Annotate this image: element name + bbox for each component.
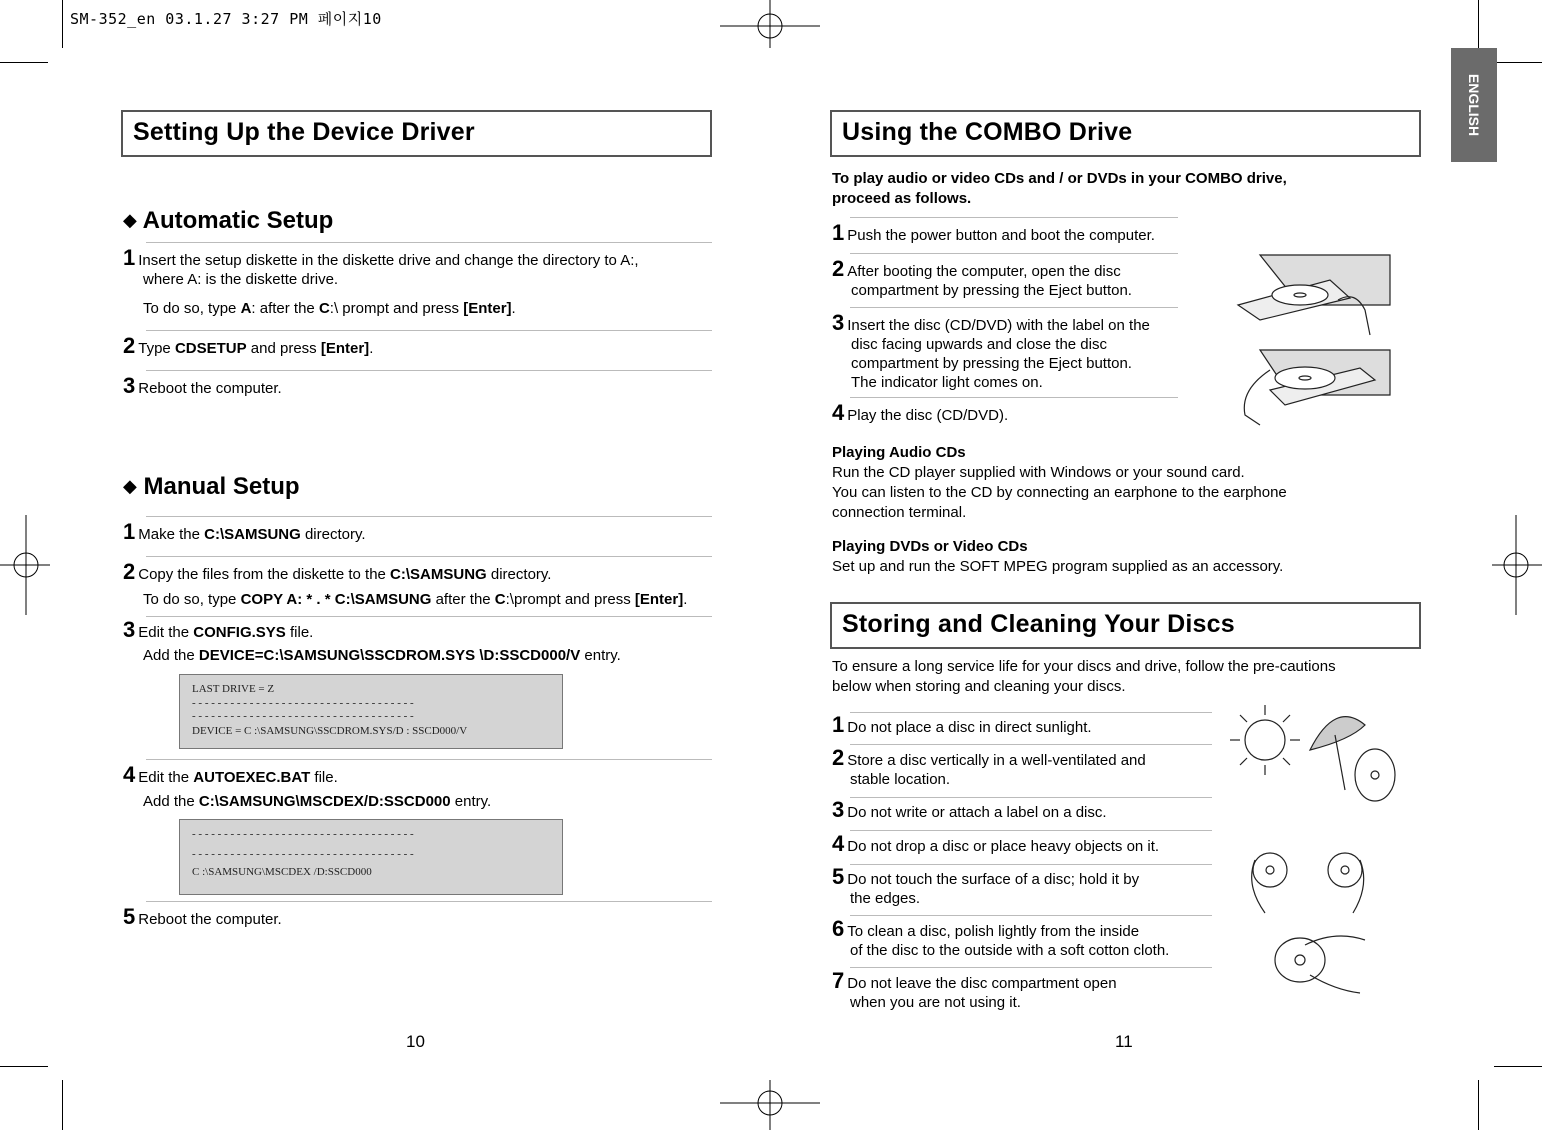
manual-step-2-line2: To do so, type COPY A: * . * C:\SAMSUNG after the C:\prompt and press [Enter]. [143,591,688,608]
care-step-5: 5 Do not touch the surface of a disc; hold it by [832,864,1140,889]
auto-step-1-line3: To do so, type A: after the C:\ prompt and press [Enter]. [143,300,516,317]
dvd-line1: Set up and run the SOFT MPEG program supplied as an accessory. [832,558,1284,575]
auto-step-2: 2 Type CDSETUP and press [Enter]. [123,333,374,358]
combo-step-3: 3 Insert the disc (CD/DVD) with the label on the [832,310,1150,335]
divider [850,967,1212,968]
manual-step-3-line2: Add the DEVICE=C:\SAMSUNG\SSCDROM.SYS \D:SSCD000/V entry. [143,647,621,664]
heading-playing-audio: Playing Audio CDs [832,444,966,461]
divider [850,217,1178,218]
combo-step-2-line2: compartment by pressing the Eject button. [851,282,1132,299]
hand-icon [1244,370,1270,425]
auto-step-1-line2: where A: is the diskette drive. [143,271,339,288]
divider [850,307,1178,308]
code-line: DEVICE = C :\SAMSUNG\SSCDROM.SYS/D : SSCD000/V [192,725,468,737]
auto-step-3: 3 Reboot the computer. [123,373,282,398]
diamond-bullet-icon: ◆ [123,476,137,496]
audio-line3: connection terminal. [832,504,967,521]
section-title-device-driver: Setting Up the Device Driver [133,118,475,146]
sun-icon [1230,705,1300,775]
combo-intro-line1: To play audio or video CDs and / or DVDs in your COMBO drive, [832,170,1287,187]
drive-illustration [1230,250,1395,430]
care-step-2-line2: stable location. [850,771,951,788]
manual-step-5: 5 Reboot the computer. [123,904,282,929]
page-number-left: 10 [406,1032,425,1051]
page-number-right: 11 [1115,1032,1133,1051]
config-sys-code-box [179,674,563,749]
divider [146,616,712,617]
divider [850,915,1212,916]
combo-step-4: 4 Play the disc (CD/DVD). [832,400,1009,425]
section-title-box-device-driver [121,110,712,157]
divider [146,901,712,902]
care-step-7: 7 Do not leave the disc compartment open [832,968,1117,993]
care-step-2: 2 Store a disc vertically in a well-ventilated and [832,745,1146,770]
disc-care-illustration [1225,695,1405,1000]
care-step-7-line2: when you are not using it. [850,994,1021,1011]
manual-step-1: 1 Make the C:\SAMSUNG directory. [123,519,366,544]
care-step-5-line2: the edges. [850,890,921,907]
section-title-storing: Storing and Cleaning Your Discs [842,610,1235,638]
manual-step-3: 3 Edit the CONFIG.SYS file. [123,617,314,642]
divider [146,516,712,517]
code-line: - - - - - - - - - - - - - - - - - - - - - - - - - - - - - - - - - - - [192,848,414,860]
code-line: - - - - - - - - - - - - - - - - - - - - - - - - - - - - - - - - - - - [192,697,414,709]
umbrella-icon [1310,717,1365,750]
hand-holding-disc-icon [1252,853,1364,913]
language-tab [1451,48,1497,162]
manual-step-2: 2 Copy the files from the diskette to the C:\SAMSUNG directory. [123,559,552,584]
umbrella-handle [1335,735,1345,790]
audio-line1: Run the CD player supplied with Windows or your sound card. [832,464,1245,481]
combo-step-2: 2 After booting the computer, open the disc [832,256,1121,281]
code-line: - - - - - - - - - - - - - - - - - - - - - - - - - - - - - - - - - - - [192,828,414,840]
combo-step-1: 1 Push the power button and boot the computer. [832,220,1155,245]
storing-intro-line1: To ensure a long service life for your discs and drive, follow the pre-cautions [832,658,1336,675]
manual-step-4-line2: Add the C:\SAMSUNG\MSCDEX/D:SSCD000 entry. [143,793,492,810]
divider [850,712,1212,713]
auto-step-1: 1 Insert the setup diskette in the diskette drive and change the directory to A:, [123,245,639,270]
storing-intro-line2: below when storing and cleaning your discs. [832,678,1126,695]
section-title-box-combo-drive [830,110,1421,157]
divider [850,830,1212,831]
divider [850,744,1212,745]
divider [146,370,712,371]
heading-playing-dvd: Playing DVDs or Video CDs [832,538,1028,555]
diamond-bullet-icon: ◆ [123,210,137,230]
divider [146,759,712,760]
heading-manual-setup: ◆ Manual Setup [123,473,300,500]
care-step-4: 4 Do not drop a disc or place heavy objects on it. [832,831,1160,856]
disc-hub-icon [1299,376,1311,380]
code-line: - - - - - - - - - - - - - - - - - - - - - - - - - - - - - - - - - - - [192,710,414,722]
autoexec-bat-code-box [179,819,563,895]
section-title-combo-drive: Using the COMBO Drive [842,118,1133,146]
cleaning-disc-icon [1275,936,1365,993]
print-slug: SM-352_en 03.1.27 3:27 PM 페이지10 [70,10,382,28]
care-step-6-line2: of the disc to the outside with a soft cotton cloth. [850,942,1170,959]
combo-intro-line2: proceed as follows. [832,190,972,207]
divider [146,330,712,331]
care-step-3: 3 Do not write or attach a label on a disc. [832,797,1107,822]
combo-step-3-line4: The indicator light comes on. [851,374,1043,391]
code-line: LAST DRIVE = Z [192,683,275,695]
heading-automatic-setup: ◆ Automatic Setup [123,207,334,234]
combo-step-3-line2: disc facing upwards and close the disc [851,336,1107,353]
divider [850,253,1178,254]
combo-step-3-line3: compartment by pressing the Eject button. [851,355,1132,372]
divider [850,397,1178,398]
disc-hub-icon [1294,293,1306,297]
code-line: C :\SAMSUNG\MSCDEX /D:SSCD000 [192,866,372,878]
divider [146,556,712,557]
divider [850,797,1212,798]
section-title-box-storing [830,602,1421,649]
care-step-6: 6 To clean a disc, polish lightly from the inside [832,916,1140,941]
language-tab-label: ENGLISH [1466,73,1482,137]
care-step-1: 1 Do not place a disc in direct sunlight. [832,712,1092,737]
divider [850,864,1212,865]
manual-step-4: 4 Edit the AUTOEXEC.BAT file. [123,762,338,787]
audio-line2: You can listen to the CD by connecting an earphone to the earphone [832,484,1287,501]
divider [146,242,712,243]
